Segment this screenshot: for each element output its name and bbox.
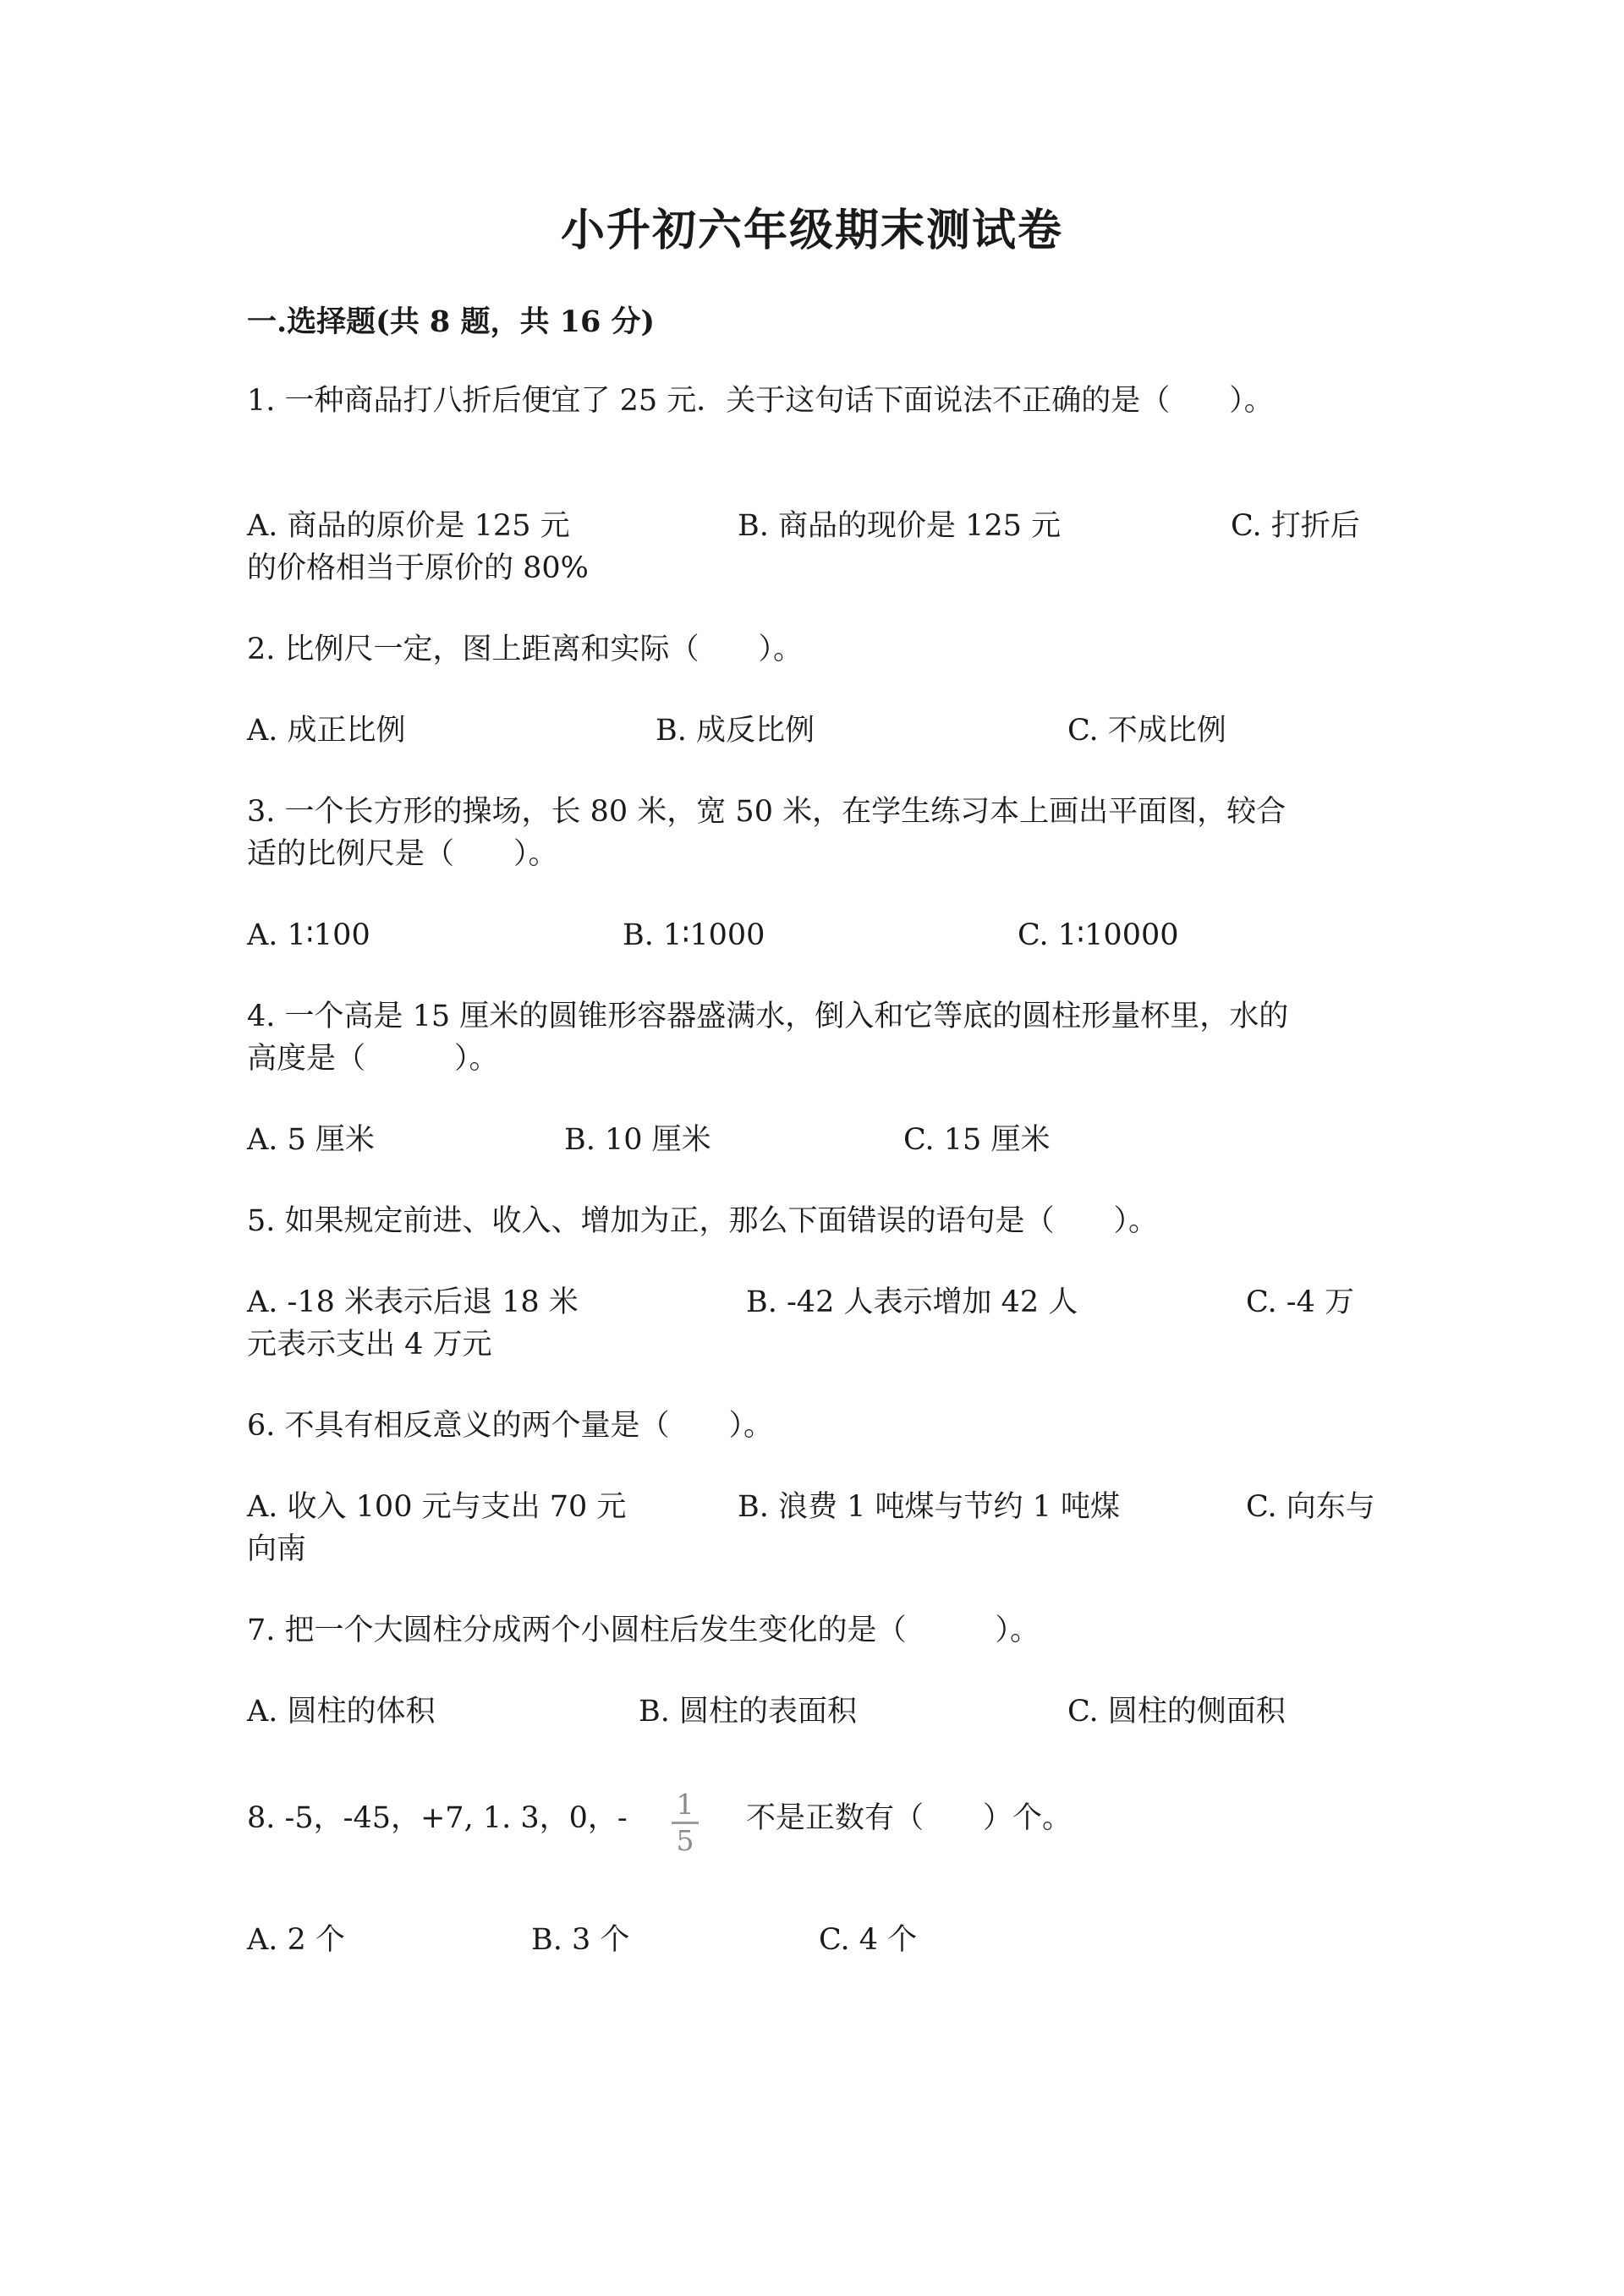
question-6-option-b: B. 浪费 1 吨煤与节约 1 吨煤: [738, 1490, 1121, 1524]
question-2-option-b: B. 成反比例: [656, 714, 815, 748]
question-5-option-c: C. -4 万: [1246, 1285, 1355, 1319]
question-5-option-c-continued: 元表示支出 4 万元: [247, 1328, 492, 1362]
question-3-option-a: A. 1∶100: [247, 918, 370, 952]
question-4-option-a: A. 5 厘米: [247, 1123, 375, 1157]
question-8-stem-tail: 不是正数有（ ）个。: [746, 1801, 1073, 1835]
question-4-stem-continued: 高度是（ ）。: [247, 1042, 499, 1076]
question-2-option-c: C. 不成比例: [1067, 714, 1226, 748]
question-8-option-a: A. 2 个: [247, 1923, 345, 1957]
question-7-stem: 7. 把一个大圆柱分成两个小圆柱后发生变化的是（ ）。: [247, 1614, 1040, 1647]
question-7-option-b: B. 圆柱的表面积: [639, 1695, 857, 1729]
question-7-option-c: C. 圆柱的侧面积: [1067, 1695, 1286, 1729]
question-6-stem: 6. 不具有相反意义的两个量是（ ）。: [247, 1409, 774, 1443]
question-5-option-a: A. -18 米表示后退 18 米: [247, 1285, 579, 1319]
question-4-stem: 4. 一个高是 15 厘米的圆锥形容器盛满水，倒入和它等底的圆柱形量杯里，水的: [247, 1000, 1289, 1033]
question-8-stem: 8. -5，-45，+7, 1. 3，0，-: [247, 1801, 628, 1835]
question-5-option-b: B. -42 人表示增加 42 人: [746, 1285, 1078, 1319]
question-3-option-c: C. 1∶10000: [1018, 918, 1179, 952]
question-3-option-b: B. 1∶1000: [623, 918, 765, 952]
question-3-stem: 3. 一个长方形的操场，长 80 米，宽 50 米，在学生练习本上画出平面图，较合: [247, 795, 1287, 829]
question-2-option-a: A. 成正比例: [247, 714, 406, 748]
question-7-option-a: A. 圆柱的体积: [247, 1695, 436, 1729]
question-1-option-a: A. 商品的原价是 125 元: [247, 509, 570, 543]
fraction-numerator: 1: [676, 1788, 694, 1821]
question-6-option-c-continued: 向南: [247, 1532, 307, 1566]
fraction-one-fifth: [668, 1789, 702, 1857]
question-1-option-c: C. 打折后: [1231, 509, 1360, 543]
fraction-denominator: 5: [676, 1824, 694, 1857]
question-6-option-c: C. 向东与: [1246, 1490, 1375, 1524]
question-4-option-c: C. 15 厘米: [903, 1123, 1051, 1157]
question-1-stem: 1. 一种商品打八折后便宜了 25 元．关于这句话下面说法不正确的是（ ）。: [247, 384, 1274, 418]
question-6-option-a: A. 收入 100 元与支出 70 元: [247, 1490, 627, 1524]
question-1-option-b: B. 商品的现价是 125 元: [738, 509, 1062, 543]
question-8-option-b: B. 3 个: [531, 1923, 630, 1957]
section-heading: 一.选择题(共 8 题，共 16 分): [247, 304, 656, 339]
question-5-stem: 5. 如果规定前进、收入、增加为正，那么下面错误的语句是（ ）。: [247, 1204, 1159, 1238]
question-4-option-b: B. 10 厘米: [564, 1123, 711, 1157]
question-1-option-c-continued: 的价格相当于原价的 80%: [247, 551, 589, 585]
question-2-stem: 2. 比例尺一定，图上距离和实际（ ）。: [247, 633, 804, 666]
question-3-stem-continued: 适的比例尺是（ ）。: [247, 837, 558, 871]
question-8-option-c: C. 4 个: [819, 1923, 918, 1957]
page-title: 小升初六年级期末测试卷: [560, 205, 1063, 256]
